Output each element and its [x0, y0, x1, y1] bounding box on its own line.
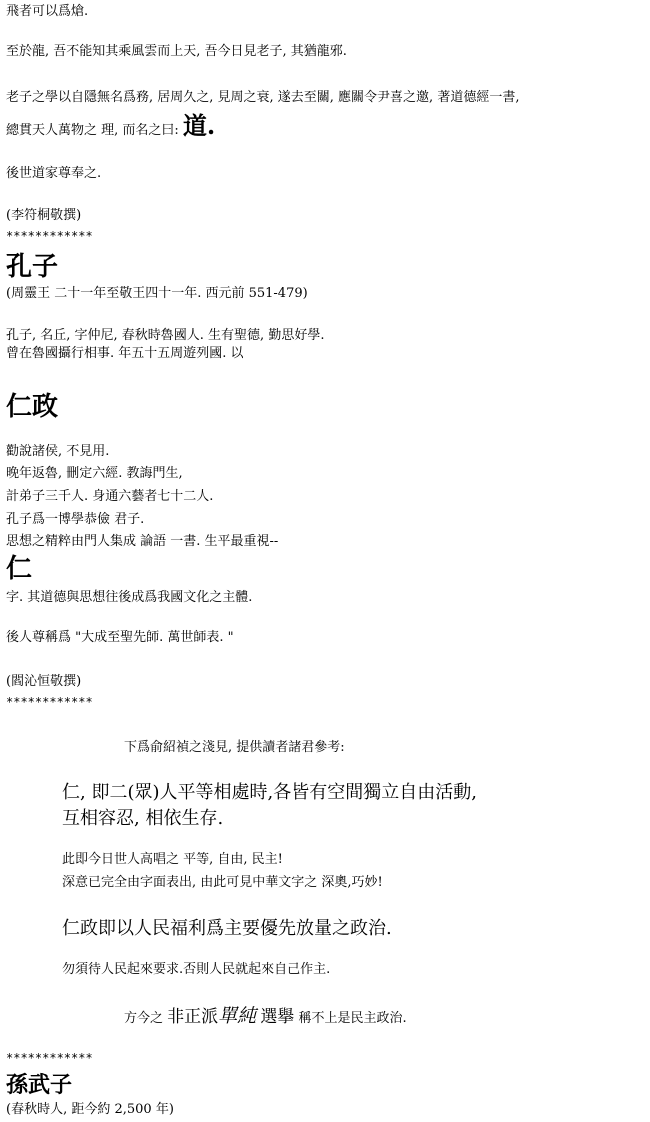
text-line: 仁, 即二(眾)人平等相處時,各皆有空間獨立自由活動,	[62, 782, 477, 803]
text-line: 字. 其道德與思想往後成爲我國文化之主體.	[6, 590, 253, 605]
text-line: 此即今日世人高唱之 平等, 自由, 民主!	[62, 852, 283, 867]
emphasis-ren: 仁	[6, 554, 33, 584]
text-fragment: 總貫天人萬物之 理, 而名之曰:	[6, 123, 179, 138]
text-fragment: 稱不上是民主政治.	[298, 1011, 407, 1026]
text-line: 思想之精粹由門人集成 論語 一書. 生平最重視--	[6, 534, 279, 549]
text-line: 至於龍, 吾不能知其乘風雲而上天, 吾今日見老子, 其猶龍邪.	[6, 44, 347, 59]
text-line: 計弟子三千人. 身通六藝者七十二人.	[6, 489, 214, 504]
text-line	[124, 1005, 407, 1027]
text-fragment: 方今之	[124, 1011, 164, 1026]
text-line: 後世道家尊奉之.	[6, 166, 102, 181]
divider-stars: ************	[6, 1051, 93, 1065]
section-title: 孔子	[6, 252, 59, 282]
text-line: 曾在魯國攝行相事. 年五十五周遊列國. 以	[6, 346, 244, 361]
date-range: (春秋時人, 距今約 2,500 年)	[6, 1102, 174, 1117]
divider-stars: ************	[6, 695, 93, 709]
text-line: 互相容忍, 相依生存.	[62, 808, 224, 829]
emphasis-italic: 單純	[218, 1005, 257, 1027]
section-title: 孫武子	[6, 1072, 73, 1098]
author-credit: (閻沁恒敬撰)	[6, 674, 82, 689]
text-line: 老子之學以自隱無名爲務, 居周久之, 見周之衰, 遂去至關, 應關令尹喜之邀, 著道德經一書,	[6, 90, 520, 105]
text-line	[6, 111, 216, 140]
text-line: 勸說諸侯, 不見用.	[6, 444, 110, 459]
commentary-intro: 下爲俞紹禎之淺見, 提供讀者諸君參考:	[124, 740, 345, 755]
text-line: 仁政即以人民福利爲主要優先放量之政治.	[62, 918, 392, 939]
author-credit: (李符桐敬撰)	[6, 208, 82, 223]
text-line: 深意已完全由字面表出, 由此可見中華文字之 深奧,巧妙!	[62, 875, 383, 890]
text-fragment: 非正派	[167, 1007, 219, 1027]
text-line: 飛者可以爲熗.	[6, 4, 89, 19]
text-line: 後人尊稱爲 "大成至聖先師. 萬世師表. "	[6, 630, 234, 645]
text-line: 晚年返魯, 刪定六經. 教誨門生,	[6, 466, 183, 481]
date-range: (周靈王 二十一年至敬王四十一年. 西元前 551-479)	[6, 286, 308, 301]
text-line: 孔子爲一博學恭儉 君子.	[6, 512, 145, 527]
text-fragment: 選擧	[260, 1007, 295, 1027]
emphasis-renzheng: 仁政	[6, 392, 59, 422]
emphasis-dao: 道.	[182, 111, 216, 140]
divider-stars: ************	[6, 229, 93, 243]
text-line: 孔子, 名丘, 字仲尼, 春秋時魯國人. 生有聖德, 勤思好學.	[6, 328, 325, 343]
text-line: 勿須待人民起來要求.否則人民就起來自己作主.	[62, 962, 331, 977]
